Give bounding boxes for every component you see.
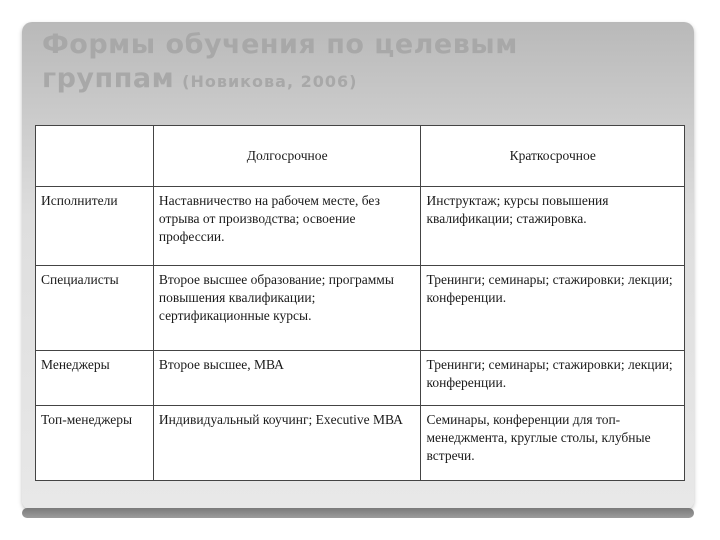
slide-title xyxy=(42,28,682,96)
training-forms-table xyxy=(35,125,685,481)
short-term-cell: Тренинги; семинары; стажировки; лекции; конференции. xyxy=(421,351,685,406)
title-citation: (Новикова, 2006) xyxy=(182,71,358,91)
table-header-cell-empty xyxy=(36,126,154,187)
long-term-cell: Второе высшее образование; программы повышения квалификации; сертификационные курсы. xyxy=(153,266,421,351)
short-term-cell: Инструктаж; курсы повышения квалификации; стажировка. xyxy=(421,187,685,266)
table-header-long-term: Долгосрочное xyxy=(153,126,421,187)
title-line-1: Формы обучения по целевым xyxy=(42,29,518,60)
table-header-short-term: Краткосрочное xyxy=(421,126,685,187)
slide-bottom-bar xyxy=(22,508,694,518)
row-label-cell: Специалисты xyxy=(36,266,154,351)
row-label-cell: Топ-менеджеры xyxy=(36,406,154,481)
table-row xyxy=(36,266,685,351)
long-term-cell: Второе высшее, МВА xyxy=(153,351,421,406)
row-label-cell: Исполнители xyxy=(36,187,154,266)
table-row xyxy=(36,187,685,266)
long-term-cell: Индивидуальный коучинг; Executive МВА xyxy=(153,406,421,481)
row-label-cell: Менеджеры xyxy=(36,351,154,406)
table-header-row xyxy=(36,126,685,187)
short-term-cell: Тренинги; семинары; стажировки; лекции; конференции. xyxy=(421,266,685,351)
short-term-cell: Семинары, конференции для топ-менеджмента, круглые столы, клубные встречи. xyxy=(421,406,685,481)
table-row xyxy=(36,351,685,406)
long-term-cell: Наставничество на рабочем месте, без отрыва от производства; освоение профессии. xyxy=(153,187,421,266)
title-line-2: группам xyxy=(42,62,175,94)
table-row xyxy=(36,406,685,481)
